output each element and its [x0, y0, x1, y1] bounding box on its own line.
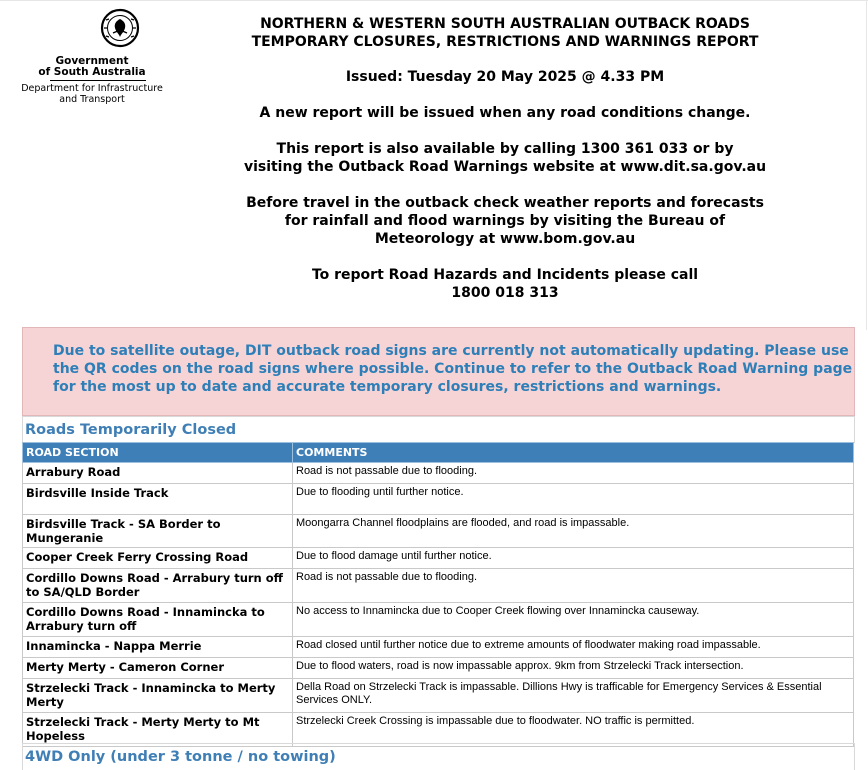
road-section-cell: Arrabury Road: [23, 463, 293, 484]
comment-cell: Road is not passable due to flooding.: [293, 463, 854, 484]
availability-line-2: visiting the Outback Road Warnings website at www.dit.sa.gov.au: [243, 159, 767, 175]
road-section-cell: Cordillo Downs Road - Arrabury turn off to SA/QLD Border: [23, 569, 293, 603]
fourwd-only-heading-text: 4WD Only (under 3 tonne / no towing): [25, 749, 336, 765]
comment-cell: Strzelecki Creek Crossing is impassable due to floodwater. NO traffic is permitted.: [293, 713, 854, 747]
comment-cell: Della Road on Strzelecki Track is impassable. Dillions Hwy is trafficable for Emergency Services & Essential Services ONLY.: [293, 679, 854, 713]
table-row: [23, 569, 854, 603]
road-section-cell: Innamincka - Nappa Merrie: [23, 637, 293, 658]
road-section-cell: Cooper Creek Ferry Crossing Road: [23, 548, 293, 569]
fourwd-only-heading: [22, 743, 855, 770]
comment-cell: Road closed until further notice due to extreme amounts of floodwater making road impassable.: [293, 637, 854, 658]
dept-line-1: Department for Infrastructure: [21, 83, 163, 94]
comment-cell: Due to flood waters, road is now impassable approx. 9km from Strzelecki Track intersection.: [293, 658, 854, 679]
report-title-line-1: NORTHERN & WESTERN SOUTH AUSTRALIAN OUTBACK ROADS: [260, 16, 750, 32]
closed-roads-heading: [22, 416, 855, 443]
right-border: [866, 0, 867, 330]
column-road-section: ROAD SECTION: [23, 443, 293, 463]
table-row: [23, 637, 854, 658]
table-row: [23, 515, 854, 548]
new-report-note: A new report will be issued when any road conditions change.: [259, 105, 751, 121]
hazards-line-1: To report Road Hazards and Incidents please call: [311, 267, 699, 283]
comment-cell: Road is not passable due to flooding.: [293, 569, 854, 603]
table-row: [23, 484, 854, 515]
weather-line-3: Meteorology at www.bom.gov.au: [374, 231, 636, 247]
closed-roads-table: [22, 442, 854, 747]
road-section-cell: Strzelecki Track - Merty Merty to Mt Hopeless: [23, 713, 293, 747]
comment-cell: Due to flood damage until further notice.: [293, 548, 854, 569]
availability-line-1: This report is also available by calling 1300 361 033 or by: [276, 141, 734, 157]
satellite-outage-alert: [22, 327, 855, 416]
table-header-row: [23, 443, 854, 463]
dept-line-2: and Transport: [59, 94, 125, 105]
logo-divider: [50, 80, 146, 81]
gov-line-1: Government: [55, 55, 129, 67]
road-section-cell: Birdsville Inside Track: [23, 484, 293, 515]
table-row: [23, 603, 854, 637]
table-row: [23, 658, 854, 679]
column-comments: COMMENTS: [293, 443, 854, 463]
top-border: [0, 0, 868, 1]
road-section-cell: Cordillo Downs Road - Innamincka to Arrabury turn off: [23, 603, 293, 637]
report-title-line-2: TEMPORARY CLOSURES, RESTRICTIONS AND WARNINGS REPORT: [251, 34, 759, 50]
table-row: [23, 548, 854, 569]
comment-cell: Due to flooding until further notice.: [293, 484, 854, 515]
sa-crest-icon: [100, 6, 140, 52]
weather-line-2: for rainfall and flood warnings by visiting the Bureau of: [284, 213, 726, 229]
table-row: [23, 679, 854, 713]
weather-line-1: Before travel in the outback check weather reports and forecasts: [246, 195, 764, 211]
hazards-phone: 1800 018 313: [451, 285, 559, 301]
table-row: [23, 463, 854, 484]
government-logo: [21, 6, 168, 105]
issued-date: Issued: Tuesday 20 May 2025 @ 4.33 PM: [345, 69, 665, 85]
comment-cell: Moongarra Channel floodplains are flooded, and road is impassable.: [293, 515, 854, 548]
road-section-cell: Birdsville Track - SA Border to Mungeranie: [23, 515, 293, 548]
comment-cell: No access to Innamincka due to Cooper Creek flowing over Innamincka causeway.: [293, 603, 854, 637]
closed-roads-heading-text: Roads Temporarily Closed: [25, 422, 237, 438]
report-header: [190, 15, 820, 302]
alert-message: Due to satellite outage, DIT outback road signs are currently not automatically updating. Please use the QR codes on the road signs where possible. Continue to refer to the Outback Road Warning page for the most up to date and accurate temporary closures, restrictions and warnings.: [53, 343, 853, 395]
road-section-cell: Merty Merty - Cameron Corner: [23, 658, 293, 679]
table-row: [23, 713, 854, 747]
road-section-cell: Strzelecki Track - Innamincka to Merty Merty: [23, 679, 293, 713]
gov-line-2: of South Australia: [38, 66, 146, 78]
